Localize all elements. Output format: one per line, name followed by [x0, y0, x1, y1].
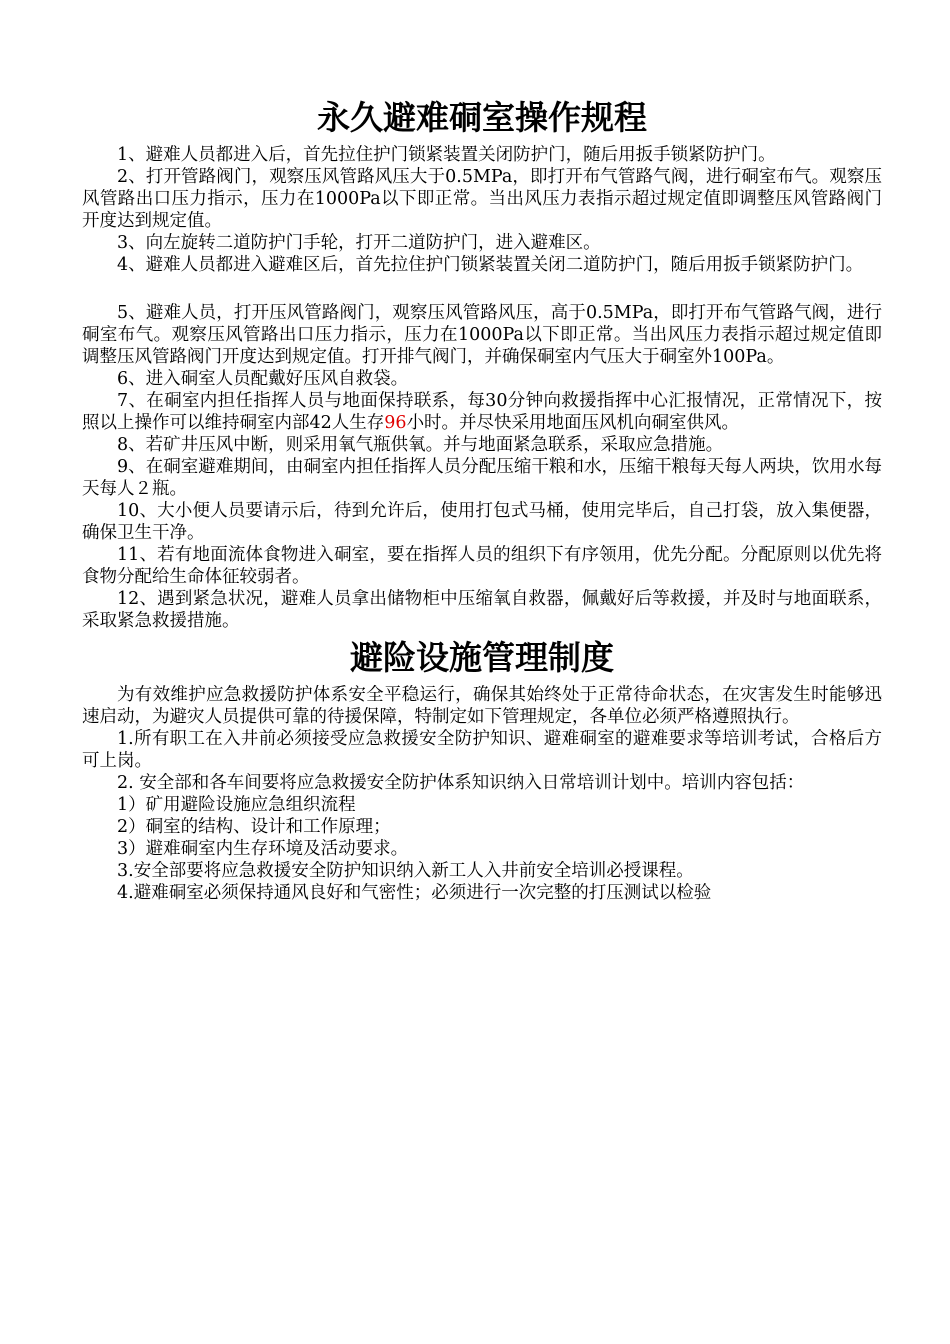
section2-item-2: 2. 安全部和各车间要将应急救援安全防护体系知识纳入日常培训计划中。培训内容包括： — [117, 773, 805, 793]
section1-paragraph-3: 3、向左旋转二道防护门手轮，打开二道防护门，进入避难区。 — [117, 233, 601, 253]
section2-subitem-1: 1）矿用避险设施应急组织流程 — [117, 795, 356, 815]
section1-paragraph-7 — [82, 390, 882, 434]
section1-paragraph-9: 9、在硐室避难期间，由硐室内担任指挥人员分配压缩干粮和水，压缩干粮每天每人两块，饮用水每天每人２瓶。 — [82, 457, 882, 499]
p7-text-before: 7、在硐室内担任指挥人员与地面保持联系，每30分钟向救援指挥中心汇报情况，正常情况下，按照以上操作可以维持硐室内部42人生存 — [82, 391, 882, 433]
p7-highlight-hours: 96 — [384, 413, 407, 433]
section1-paragraph-11: 11、若有地面流体食物进入硐室，要在指挥人员的组织下有序领用，优先分配。分配原则以优先将食物分配给生命体征较弱者。 — [82, 545, 882, 587]
section1-paragraph-1: 1、避难人员都进入后，首先拉住护门锁紧装置关闭防护门，随后用扳手锁紧防护门。 — [117, 145, 776, 165]
section1-paragraph-5: 5、避难人员，打开压风管路阀门，观察压风管路风压，高于0.5MPa，即打开布气管路气阀，进行硐室布气。观察压风管路出口压力指示，压力在1000Pa以下即正常。当出风压力表指示超过规定值即调整压风管路阀门开度达到规定值。打开排气阀门，并确保硐室内气压大于硐室外100Pa。 — [82, 303, 882, 367]
section2-intro: 为有效维护应急救援防护体系安全平稳运行，确保其始终处于正常待命状态，在灾害发生时能够迅速启动，为避灾人员提供可靠的待援保障，特制定如下管理规定，各单位必须严格遵照执行。 — [82, 685, 882, 727]
section2-item-1: 1.所有职工在入井前必须接受应急救援安全防护知识、避难硐室的避难要求等培训考试，合格后方可上岗。 — [82, 729, 882, 771]
section1-paragraph-4: 4、避难人员都进入避难区后，首先拉住护门锁紧装置关闭二道防护门，随后用扳手锁紧防护门。 — [117, 255, 864, 275]
section1-paragraph-10: 10、大小便人员要请示后，待到允许后，使用打包式马桶，使用完毕后，自己打袋，放入集便器，确保卫生干净。 — [82, 501, 882, 543]
section2-item-3: 3.安全部要将应急救援安全防护知识纳入新工人入井前安全培训必授课程。 — [117, 861, 694, 881]
section1-paragraph-6: 6、进入硐室人员配戴好压风自救袋。 — [117, 369, 409, 389]
section2-title: 避险设施管理制度 — [350, 638, 614, 677]
section2-subitem-2: 2）硐室的结构、设计和工作原理； — [117, 817, 391, 837]
section1-paragraph-12: 12、遇到紧急状况，避难人员拿出储物柜中压缩氧自救器，佩戴好后等救援，并及时与地面联系，采取紧急救援措施。 — [82, 589, 882, 631]
document-page — [82, 92, 882, 904]
section2-item-4: 4.避难硐室必须保持通风良好和气密性；必须进行一次完整的打压测试以检验 — [117, 883, 712, 903]
p7-text-after: 小时。并尽快采用地面压风机向硐室供风。 — [406, 413, 740, 433]
section1-paragraph-2: 2、打开管路阀门，观察压风管路风压大于0.5MPa，即打开布气管路气阀，进行硐室布气。观察压风管路出口压力指示，压力在1000Pa以下即正常。当出风压力表指示超过规定值即调整压风管路阀门开度达到规定值。 — [82, 167, 882, 231]
section1-title: 永久避难硐室操作规程 — [317, 98, 647, 137]
section2-subitem-3: 3）避难硐室内生存环境及活动要求。 — [117, 839, 409, 859]
section1-paragraph-8: 8、若矿井压风中断，则采用氧气瓶供氧。并与地面紧急联系，采取应急措施。 — [117, 435, 724, 455]
